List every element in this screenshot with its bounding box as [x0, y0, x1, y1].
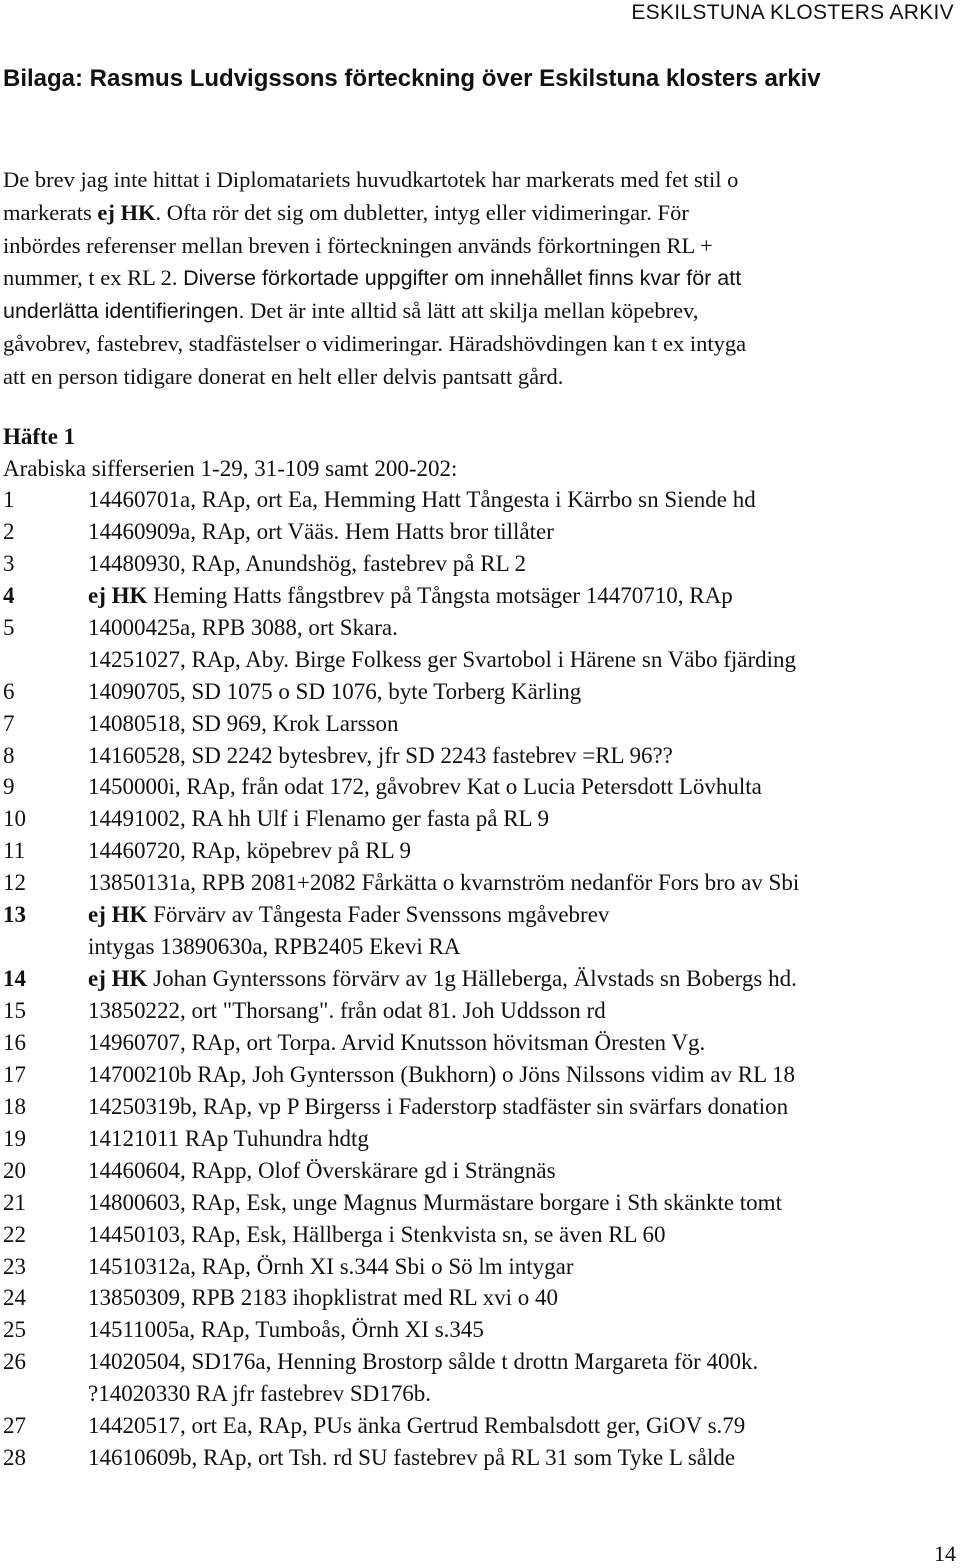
- entry-text: 14080518, SD 969, Krok Larsson: [88, 710, 399, 736]
- list-item: [3, 1442, 958, 1474]
- entry-number: 26: [3, 1349, 26, 1375]
- list-item: [3, 484, 958, 516]
- list-item: [3, 1059, 958, 1091]
- entry-number: 14: [3, 966, 26, 992]
- entry-list: [3, 484, 958, 1474]
- running-header: ESKILSTUNA KLOSTERS ARKIV: [631, 1, 954, 24]
- entry-number: 28: [3, 1445, 26, 1471]
- entry-number: 1: [3, 487, 15, 512]
- ej-hk-marker: ej HK: [88, 582, 148, 608]
- entry-number: 5: [3, 614, 15, 640]
- entry-text: 14250319b, RAp, vp P Birgerss i Faderstorp stadfäster sin svärfars donation: [88, 1093, 789, 1119]
- entry-number: 8: [3, 742, 15, 768]
- intro-line: inbördes referenser mellan breven i förteckningen används förkortningen RL +: [3, 232, 713, 258]
- entry-text: 14610609b, RAp, ort Tsh. rd SU fastebrev på RL 31 som Tyke L sålde: [88, 1445, 736, 1471]
- intro-line: nummer, t ex RL 2. Diverse förkortade uppgifter om innehållet finns kvar för att: [3, 265, 742, 291]
- entry-number: 24: [3, 1285, 26, 1311]
- list-item: [3, 612, 958, 644]
- entry-text: 14160528, SD 2242 bytesbrev, jfr SD 2243 fastebrev =RL 96??: [88, 742, 673, 768]
- entry-text: 14020504, SD176a, Henning Brostorp sålde t drottn Margareta för 400k.: [88, 1349, 759, 1375]
- entry-number: 18: [3, 1093, 26, 1119]
- intro-line: underlätta identifieringen. Det är inte alltid så lätt att skilja mellan köpebrev,: [3, 298, 699, 324]
- intro-line: att en person tidigare donerat en helt eller delvis pantsatt gård.: [3, 363, 564, 389]
- entry-text: 14800603, RAp, Esk, unge Magnus Murmästare borgare i Sth skänkte tomt: [88, 1189, 782, 1215]
- entry-text: 14420517, ort Ea, RAp, PUs änka Gertrud Rembalsdott ger, GiOV s.79: [88, 1413, 746, 1439]
- intro-line: markerats ej HK. Ofta rör det sig om dubletter, intyg eller vidimeringar. För: [3, 199, 689, 225]
- list-item: [3, 899, 958, 931]
- entry-text: 14511005a, RAp, Tumboås, Örnh XI s.345: [88, 1317, 484, 1343]
- entry-text: 1450000i, RAp, från odat 172, gåvobrev Kat o Lucia Petersdott Lövhulta: [88, 774, 762, 800]
- entry-number: [3, 1378, 88, 1410]
- entry-number: [3, 644, 88, 676]
- list-item: [3, 580, 958, 612]
- ej-hk-marker: ej HK: [88, 966, 148, 992]
- entry-number: 22: [3, 1221, 26, 1247]
- list-item: [3, 931, 958, 963]
- page-number: 14: [934, 1541, 956, 1566]
- list-item: [3, 1346, 958, 1378]
- intro-line: De brev jag inte hittat i Diplomatariets huvudkartotek har markerats med fet stil o: [3, 167, 739, 192]
- list-item: [3, 644, 958, 676]
- entry-number: 7: [3, 710, 15, 736]
- list-item: [3, 1314, 958, 1346]
- entry-text: 14450103, RAp, Esk, Hällberga i Stenkvista sn, se även RL 60: [88, 1221, 666, 1247]
- entry-text: ?14020330 RA jfr fastebrev SD176b.: [88, 1381, 432, 1407]
- entry-number: 16: [3, 1029, 26, 1055]
- entry-text: 14000425a, RPB 3088, ort Skara.: [88, 614, 398, 640]
- booklet-heading: Häfte 1: [3, 424, 76, 449]
- list-item: [3, 1187, 958, 1219]
- entry-number: 15: [3, 998, 26, 1023]
- list-item: [3, 771, 958, 803]
- list-item: [3, 1378, 958, 1410]
- entry-number: 3: [3, 550, 15, 576]
- appendix-title: Bilaga: Rasmus Ludvigssons förteckning över Eskilstuna klosters arkiv: [3, 65, 821, 92]
- list-item: [3, 803, 958, 835]
- entry-number: 11: [3, 838, 26, 864]
- entry-number: 21: [3, 1189, 26, 1215]
- list-item: [3, 740, 958, 772]
- entry-text: ej HK Förvärv av Tångesta Fader Svenssons mgåvebrev: [88, 902, 610, 928]
- list-item: [3, 995, 958, 1027]
- entry-number: 23: [3, 1253, 26, 1279]
- ej-hk-marker: ej HK: [88, 902, 148, 928]
- list-item: [3, 516, 958, 548]
- entry-number: 10: [3, 806, 26, 832]
- entry-text: 13850222, ort "Thorsang". från odat 81. Joh Uddsson rd: [88, 998, 606, 1023]
- entry-number: 2: [3, 518, 15, 544]
- list-item: [3, 963, 958, 995]
- entry-text: 13850131a, RPB 2081+2082 Fårkätta o kvarnström nedanför Fors bro av Sbi: [88, 870, 800, 896]
- entry-number: 13: [3, 902, 26, 928]
- entry-number: 12: [3, 870, 26, 896]
- list-item: [3, 1251, 958, 1283]
- list-item: [3, 1219, 958, 1251]
- entry-text: 14090705, SD 1075 o SD 1076, byte Torberg Kärling: [88, 678, 582, 704]
- entry-text: 14460909a, RAp, ort Vääs. Hem Hatts bror tillåter: [88, 518, 554, 544]
- entry-number: 19: [3, 1125, 26, 1151]
- entry-text: ej HK Heming Hatts fångstbrev på Tångsta motsäger 14470710, RAp: [88, 582, 733, 608]
- entry-number: [3, 931, 88, 963]
- entry-number: 20: [3, 1157, 26, 1183]
- list-item: [3, 1155, 958, 1187]
- series-intro: Arabiska sifferserien 1-29, 31-109 samt 200-202:: [3, 456, 458, 481]
- entry-number: 6: [3, 678, 15, 704]
- list-item: [3, 867, 958, 899]
- list-item: [3, 676, 958, 708]
- entry-text: 13850309, RPB 2183 ihopklistrat med RL xvi o 40: [88, 1285, 559, 1311]
- list-item: [3, 708, 958, 740]
- entry-text: 14460720, RAp, köpebrev på RL 9: [88, 838, 412, 864]
- entry-number: 17: [3, 1061, 26, 1087]
- list-item: [3, 1282, 958, 1314]
- list-item: [3, 835, 958, 867]
- list-item: [3, 1027, 958, 1059]
- entry-text: intygas 13890630a, RPB2405 Ekevi RA: [88, 934, 461, 960]
- list-item: [3, 1410, 958, 1442]
- list-item: [3, 1123, 958, 1155]
- list-item: [3, 548, 958, 580]
- list-item: [3, 1091, 958, 1123]
- ej-hk-marker: ej HK: [97, 199, 156, 225]
- entry-text: 14510312a, RAp, Örnh XI s.344 Sbi o Sö lm intygar: [88, 1253, 574, 1279]
- entry-number: 27: [3, 1413, 26, 1439]
- entry-number: 9: [3, 774, 15, 800]
- entry-text: ej HK Johan Gynterssons förvärv av 1g Hälleberga, Älvstads sn Bobergs hd.: [88, 966, 797, 992]
- intro-line: gåvobrev, fastebrev, stadfästelser o vidimeringar. Häradshövdingen kan t ex intyga: [3, 330, 747, 356]
- entry-text: 14491002, RA hh Ulf i Flenamo ger fasta på RL 9: [88, 806, 549, 832]
- intro-paragraph: [3, 164, 953, 394]
- entry-text: 14121011 RAp Tuhundra hdtg: [88, 1125, 369, 1151]
- entry-text: 14480930, RAp, Anundshög, fastebrev på RL 2: [88, 550, 527, 576]
- entry-text: 14460701a, RAp, ort Ea, Hemming Hatt Tångesta i Kärrbo sn Siende hd: [88, 487, 756, 512]
- entry-text: 14460604, RApp, Olof Överskärare gd i Strängnäs: [88, 1157, 556, 1183]
- entry-number: 25: [3, 1317, 26, 1343]
- entry-text: 14251027, RAp, Aby. Birge Folkess ger Svartobol i Härene sn Väbo fjärding: [88, 646, 797, 672]
- entry-text: 14700210b RAp, Joh Gyntersson (Bukhorn) o Jöns Nilssons vidim av RL 18: [88, 1061, 796, 1087]
- entry-text: 14960707, RAp, ort Torpa. Arvid Knutsson hövitsman Öresten Vg.: [88, 1029, 706, 1055]
- entry-number: 4: [3, 582, 15, 608]
